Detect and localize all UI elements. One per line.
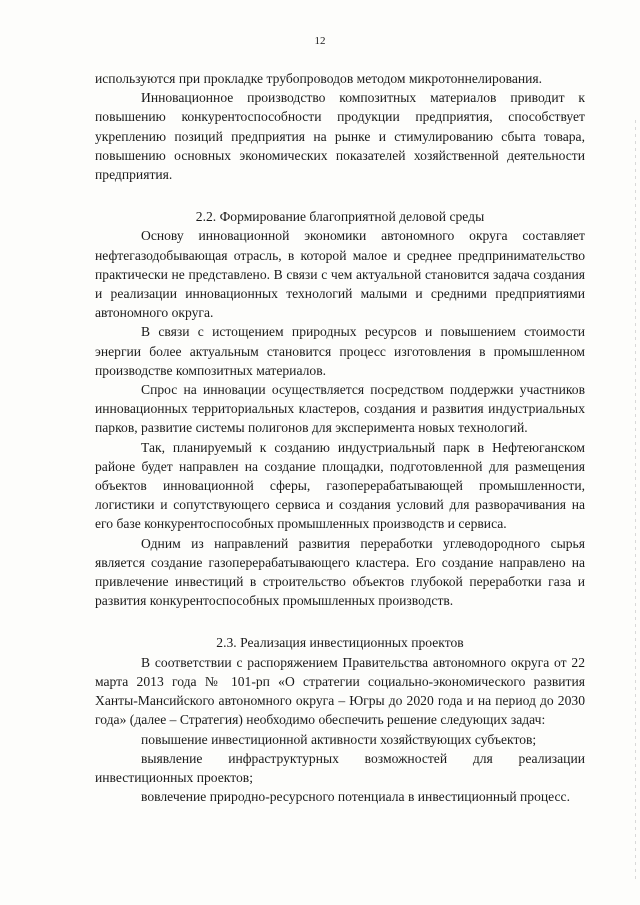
paragraph: В соответствии с распоряжением Правительства автономного округа от 22 марта 2013 года № 101-рп «О стратегии социально-экономического развития Ханты-Мансийского автономного округа – Югры до 2020 года и на период до 2030 года» (далее – Стратегия) необходимо обеспечить решение следующих задач: (95, 654, 585, 728)
page-number: 12 (314, 35, 326, 47)
list-item: повышение инвестиционной активности хозяйствующих субъектов; (141, 731, 537, 747)
list-item: вовлечение природно-ресурсного потенциала в инвестиционный процесс. (141, 789, 570, 805)
paragraph: В связи с истощением природных ресурсов и повышением стоимости энергии более актуальным становится процесс изготовления в промышленном производстве композитных материалов. (95, 324, 585, 378)
paragraph: используются при прокладке трубопроводов методом микротоннелирования. (95, 71, 543, 86)
section-heading-2-2: 2.2. Формирование благоприятной деловой среды (195, 209, 485, 225)
paragraph: Спрос на инновации осуществляется посредством поддержки участников инновационных территориальных кластеров, создания и развития индустриальных парков, развитие системы полигонов для эксперимента новых технологий. (95, 382, 585, 436)
section-heading-2-3: 2.3. Реализация инвестиционных проектов (216, 635, 464, 651)
paragraph: Основу инновационной экономики автономного округа составляет нефтегазодобывающая отрасль, в которой малое и среднее предпринимательство практически не представлено. В связи с чем актуальной становится задача создания и реализации инновационных технологий малыми и средними предприятиями автономного округа. (95, 228, 585, 321)
paragraph: Инновационное производство композитных материалов приводит к повышению конкурентоспособности продукции предприятия, способствует укреплению позиций предприятия на рынке и стимулированию сбыта товара, повышению основных экономических показателей хозяйственной деятельности предприятия. (95, 90, 585, 183)
list-item: выявление инфраструктурных возможностей для реализации инвестиционных проектов; (95, 750, 585, 785)
scan-edge (635, 120, 636, 880)
paragraph: Одним из направлений развития переработки углеводородного сырья является создание газоперерабатывающего кластера. Его создание направлено на привлечение инвестиций в строительство объектов глубокой переработки газа и развития конкурентоспособных промышленных производств. (95, 535, 585, 609)
paragraph: Так, планируемый к созданию индустриальный парк в Нефтеюганском районе будет направлен на создание площадки, подготовленной для размещения объектов инновационной сферы, газоперерабатывающей промышленности, логистики и сопутствующего сервиса и создания условий для разворачивания на его базе конкурентоспособных промышленных производств и сервиса. (95, 439, 585, 532)
document-body (95, 69, 585, 806)
